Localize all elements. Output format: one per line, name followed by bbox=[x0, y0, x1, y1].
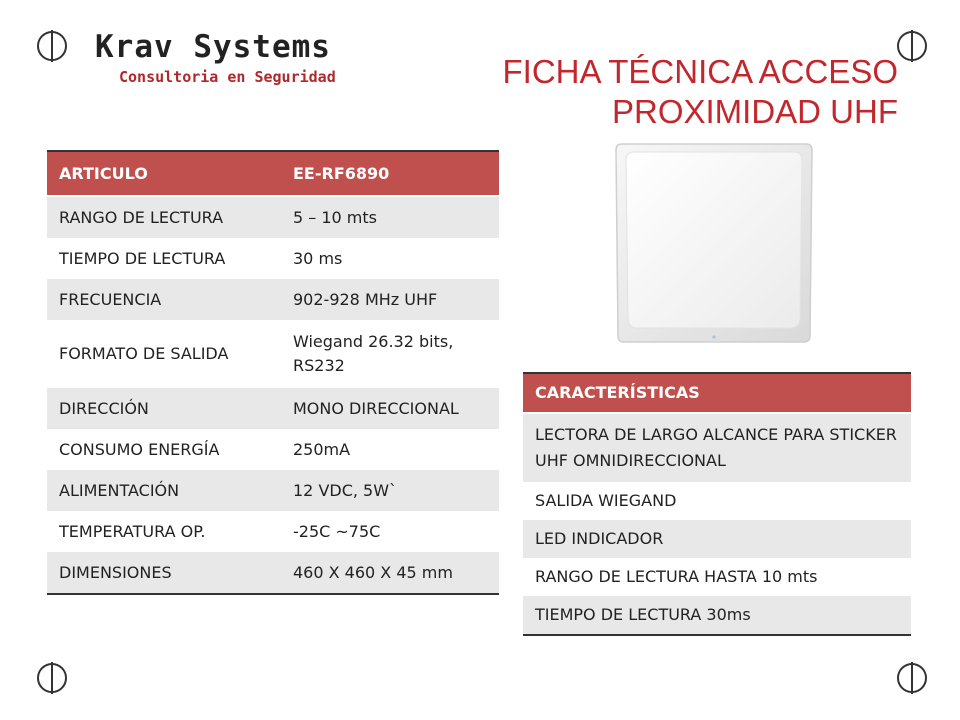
features-table bbox=[523, 372, 911, 636]
corner-circle-icon bbox=[896, 662, 928, 694]
table-row bbox=[47, 552, 499, 594]
corner-circle-icon bbox=[36, 662, 68, 694]
list-item bbox=[523, 558, 911, 596]
list-item bbox=[523, 413, 911, 482]
spec-value: MONO DIRECCIONAL bbox=[281, 388, 499, 429]
spec-label: FRECUENCIA bbox=[47, 279, 281, 320]
spec-value: 5 – 10 mts bbox=[281, 196, 499, 238]
spec-value: 30 ms bbox=[281, 238, 499, 279]
spec-label: TIEMPO DE LECTURA bbox=[47, 238, 281, 279]
specs-header-value: EE-RF6890 bbox=[281, 151, 499, 196]
title-line-2: PROXIMIDAD UHF bbox=[611, 93, 898, 130]
spec-label: CONSUMO ENERGÍA bbox=[47, 429, 281, 470]
spec-value: 12 VDC, 5W` bbox=[281, 470, 499, 511]
feature-text: SALIDA WIEGAND bbox=[523, 482, 911, 520]
features-header: CARACTERÍSTICAS bbox=[523, 373, 911, 413]
feature-text: RANGO DE LECTURA HASTA 10 mts bbox=[523, 558, 911, 596]
table-row bbox=[47, 238, 499, 279]
corner-circle-icon bbox=[896, 30, 928, 62]
company-logo bbox=[95, 30, 336, 86]
list-item bbox=[523, 482, 911, 520]
table-row bbox=[47, 279, 499, 320]
spec-value: Wiegand 26.32 bits, RS232 bbox=[281, 320, 499, 388]
page-title bbox=[503, 52, 898, 132]
spec-label: FORMATO DE SALIDA bbox=[47, 320, 281, 388]
table-row bbox=[47, 388, 499, 429]
list-item bbox=[523, 596, 911, 635]
spec-value: 250mA bbox=[281, 429, 499, 470]
spec-label: RANGO DE LECTURA bbox=[47, 196, 281, 238]
logo-subtitle: Consultoria en Seguridad bbox=[119, 68, 336, 86]
title-line-1: FICHA TÉCNICA ACCESO bbox=[502, 53, 898, 90]
features-header-row bbox=[523, 373, 911, 413]
spec-label: TEMPERATURA OP. bbox=[47, 511, 281, 552]
spec-value: 460 X 460 X 45 mm bbox=[281, 552, 499, 594]
specs-table bbox=[47, 150, 499, 595]
spec-value: 902-928 MHz UHF bbox=[281, 279, 499, 320]
table-row bbox=[47, 320, 499, 388]
table-row bbox=[47, 196, 499, 238]
spec-label: ALIMENTACIÓN bbox=[47, 470, 281, 511]
feature-text: LECTORA DE LARGO ALCANCE PARA STICKER UHF OMNIDIRECCIONAL bbox=[523, 413, 911, 482]
feature-text: TIEMPO DE LECTURA 30ms bbox=[523, 596, 911, 635]
table-row bbox=[47, 511, 499, 552]
spec-label: DIMENSIONES bbox=[47, 552, 281, 594]
spec-value: -25C ~75C bbox=[281, 511, 499, 552]
table-row bbox=[47, 470, 499, 511]
list-item bbox=[523, 520, 911, 558]
specs-header-row bbox=[47, 151, 499, 196]
specs-header-label: ARTICULO bbox=[47, 151, 281, 196]
table-row bbox=[47, 429, 499, 470]
feature-text: LED INDICADOR bbox=[523, 520, 911, 558]
uhf-reader-image bbox=[614, 140, 814, 344]
spec-label: DIRECCIÓN bbox=[47, 388, 281, 429]
corner-circle-icon bbox=[36, 30, 68, 62]
logo-title: Krav Systems bbox=[95, 29, 331, 65]
